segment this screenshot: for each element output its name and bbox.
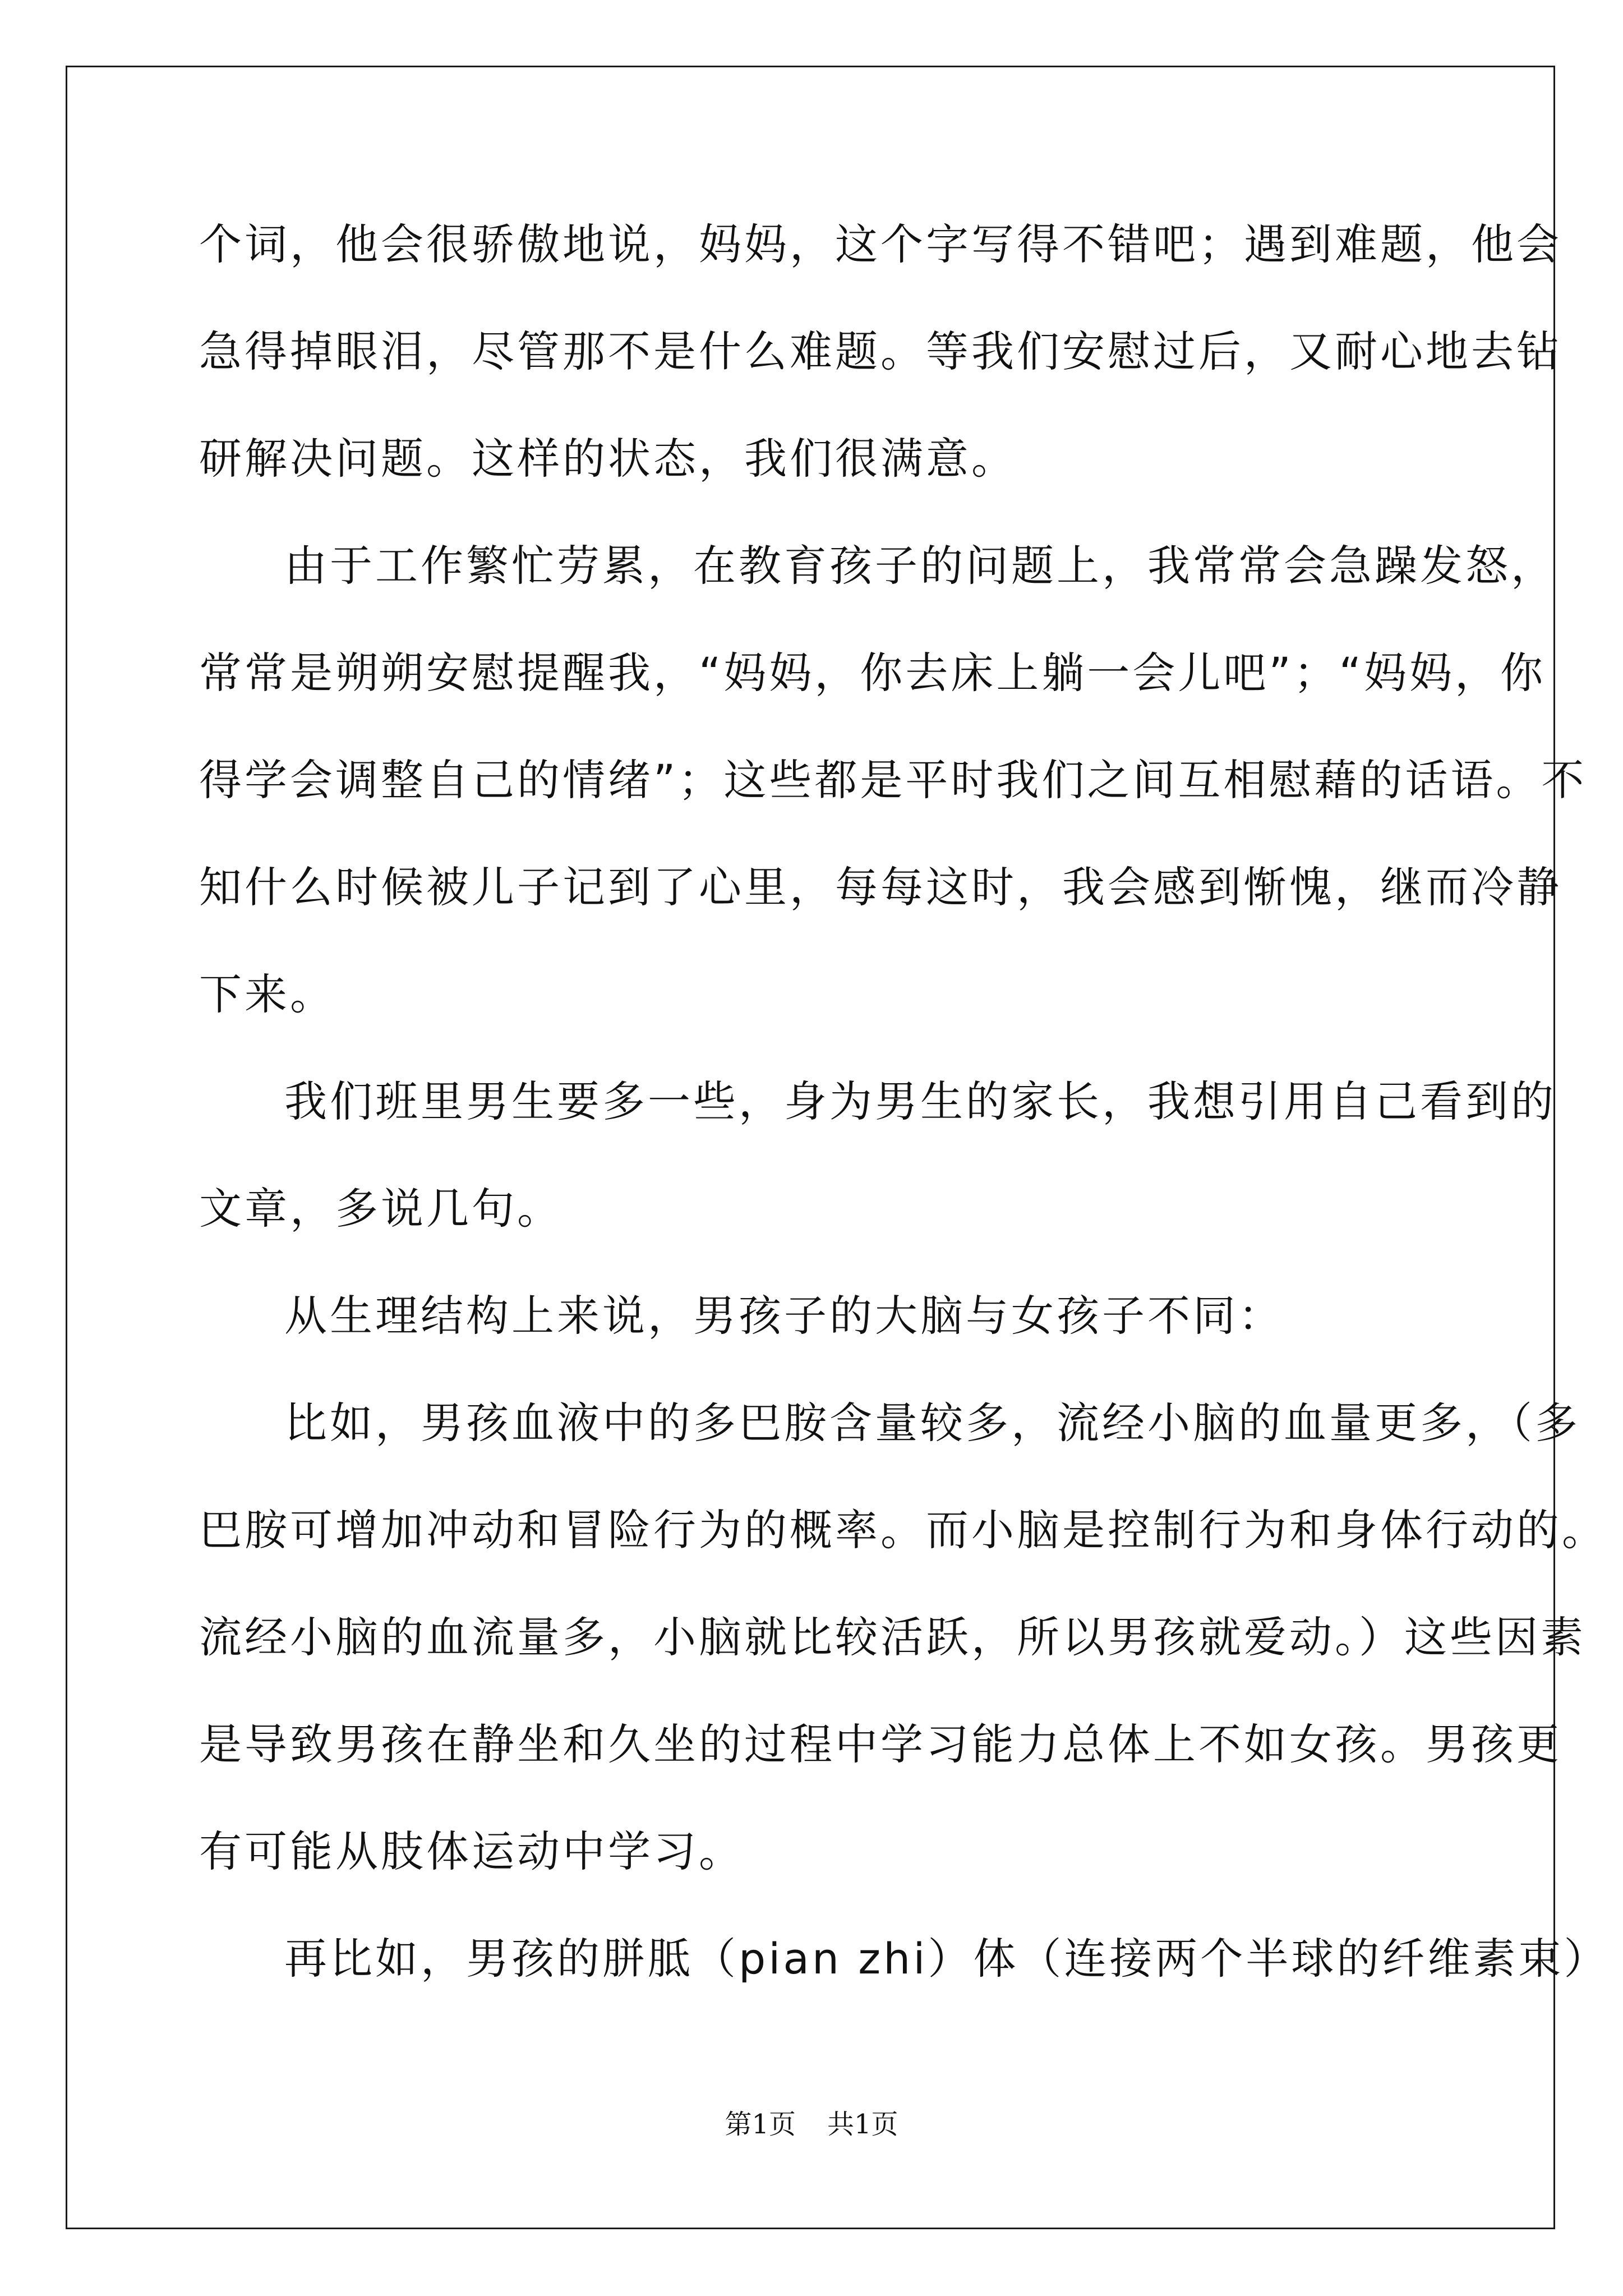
text-line: 流经小脑的血流量多，小脑就比较活跃，所以男孩就爱动。）这些因素 bbox=[199, 1612, 1586, 1662]
text-line: 个词，他会很骄傲地说，妈妈，这个字写得不错吧；遇到难题，他会 bbox=[199, 219, 1562, 269]
text-line: 急得掉眼泪，尽管那不是什么难题。等我们安慰过后，又耐心地去钻 bbox=[199, 326, 1562, 376]
text-line: 知什么时候被儿子记到了心里，每每这时，我会感到惭愧，继而冷静 bbox=[199, 862, 1562, 912]
text-line: 巴胺可增加冲动和冒险行为的概率。而小脑是控制行为和身体行动的。 bbox=[199, 1505, 1607, 1555]
text-line: 研解决问题。这样的状态，我们很满意。 bbox=[199, 434, 1017, 484]
document-body bbox=[199, 191, 1610, 2012]
paragraph-first-line: 我们班里男生要多一些，身为男生的家长，我想引用自己看到的 bbox=[284, 1076, 1556, 1126]
text-line: 下来。 bbox=[199, 969, 335, 1019]
text-line: 有可能从肢体运动中学习。 bbox=[199, 1826, 744, 1876]
paragraph-first-line: 从生理结构上来说，男孩子的大脑与女孩子不同： bbox=[284, 1291, 1284, 1341]
text-line: 常常是朔朔安慰提醒我，“妈妈，你去床上躺一会儿吧”；“妈妈，你 bbox=[199, 648, 1546, 698]
text-line: 得学会调整自己的情绪”；这些都是平时我们之间互相慰藉的话语。不 bbox=[199, 755, 1587, 805]
paragraph-first-line: 由于工作繁忙劳累，在教育孩子的问题上，我常常会急躁发怒， bbox=[284, 541, 1556, 591]
text-line: 是导致男孩在静坐和久坐的过程中学习能力总体上不如女孩。男孩更 bbox=[199, 1719, 1562, 1769]
page-total: 共1页 bbox=[827, 2109, 898, 2140]
text-line: 文章，多说几句。 bbox=[199, 1184, 562, 1234]
page-number: 第1页 bbox=[725, 2109, 796, 2140]
paragraph-first-line: 再比如，男孩的胼胝（pian zhi）体（连接两个半球的纤维素束） bbox=[284, 1934, 1610, 1984]
paragraph-first-line: 比如，男孩血液中的多巴胺含量较多，流经小脑的血量更多，（多 bbox=[284, 1398, 1580, 1448]
page-footer bbox=[0, 2102, 1623, 2141]
